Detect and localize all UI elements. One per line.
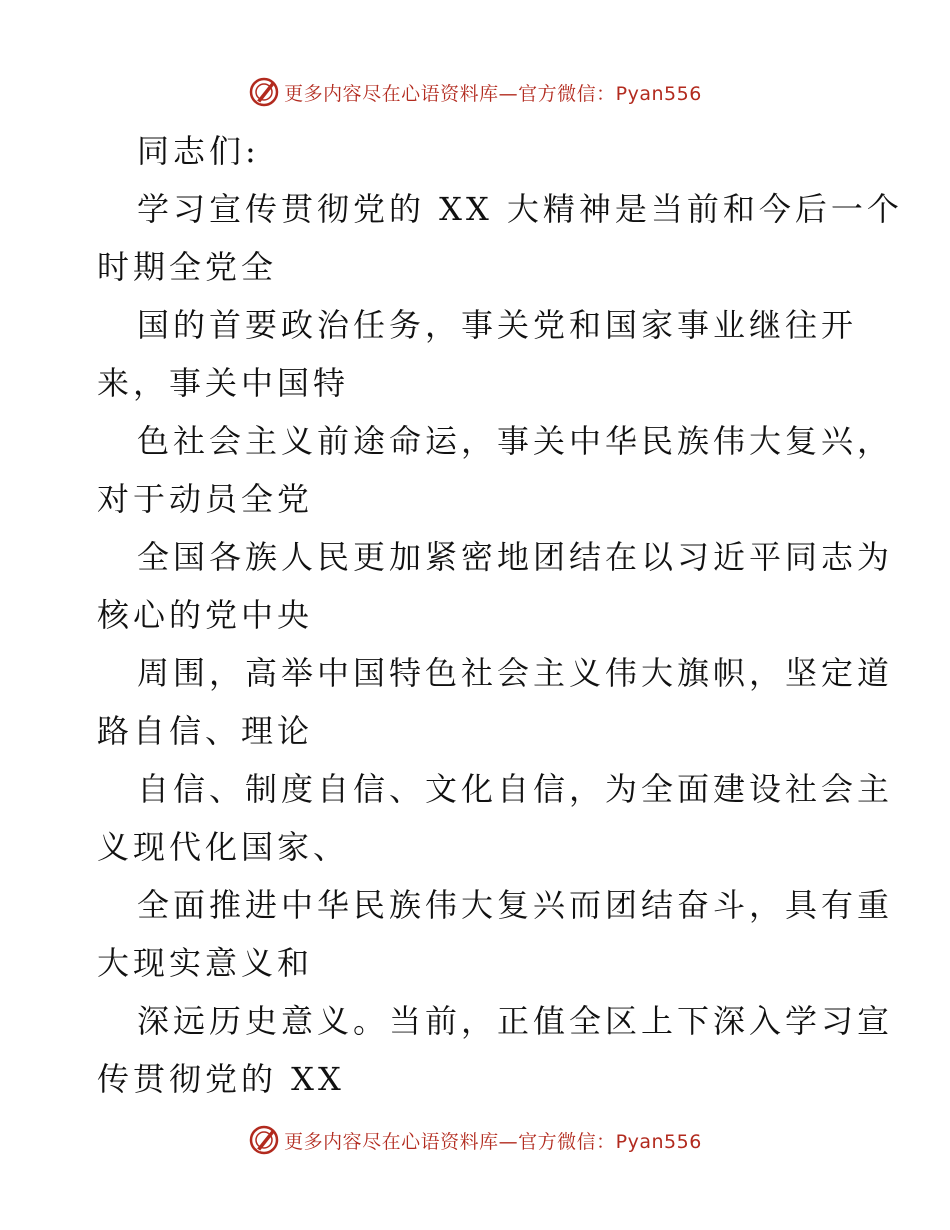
quill-pen-logo-icon bbox=[248, 1124, 280, 1156]
document-line: 学习宣传贯彻党的 XX 大精神是当前和今后一个 bbox=[137, 190, 903, 228]
document-line: 色社会主义前途命运，事关中华民族伟大复兴， bbox=[137, 422, 894, 460]
document-line: 全国各族人民更加紧密地团结在以习近平同志为 bbox=[137, 538, 894, 576]
document-line: 核心的党中央 bbox=[97, 596, 314, 634]
document-line: 大现实意义和 bbox=[97, 944, 314, 982]
header-banner bbox=[0, 72, 950, 112]
document-line: 全面推进中华民族伟大复兴而团结奋斗，具有重 bbox=[137, 886, 894, 924]
quill-pen-logo-icon bbox=[248, 76, 280, 108]
document-line: 周围，高举中国特色社会主义伟大旗帜，坚定道 bbox=[137, 654, 894, 692]
document-body bbox=[97, 122, 903, 1108]
footer-banner bbox=[0, 1120, 950, 1160]
document-line: 同志们: bbox=[137, 132, 260, 170]
document-line: 路自信、理论 bbox=[97, 712, 314, 750]
document-line: 对于动员全党 bbox=[97, 480, 314, 518]
document-line: 来，事关中国特 bbox=[97, 364, 350, 402]
document-line: 时期全党全 bbox=[97, 248, 278, 286]
document-line: 自信、制度自信、文化自信，为全面建设社会主 bbox=[137, 770, 894, 808]
document-line: 国的首要政治任务，事关党和国家事业继往开 bbox=[137, 306, 858, 344]
document-line: 义现代化国家、 bbox=[97, 828, 350, 866]
document-line: 深远历史意义。当前，正值全区上下深入学习宣 bbox=[137, 1002, 894, 1040]
footer-banner-text: 更多内容尽在心语资料库—官方微信：Pyan556 bbox=[284, 1130, 702, 1153]
header-banner-text: 更多内容尽在心语资料库—官方微信：Pyan556 bbox=[284, 82, 702, 105]
document-line: 传贯彻党的 XX bbox=[97, 1060, 345, 1098]
